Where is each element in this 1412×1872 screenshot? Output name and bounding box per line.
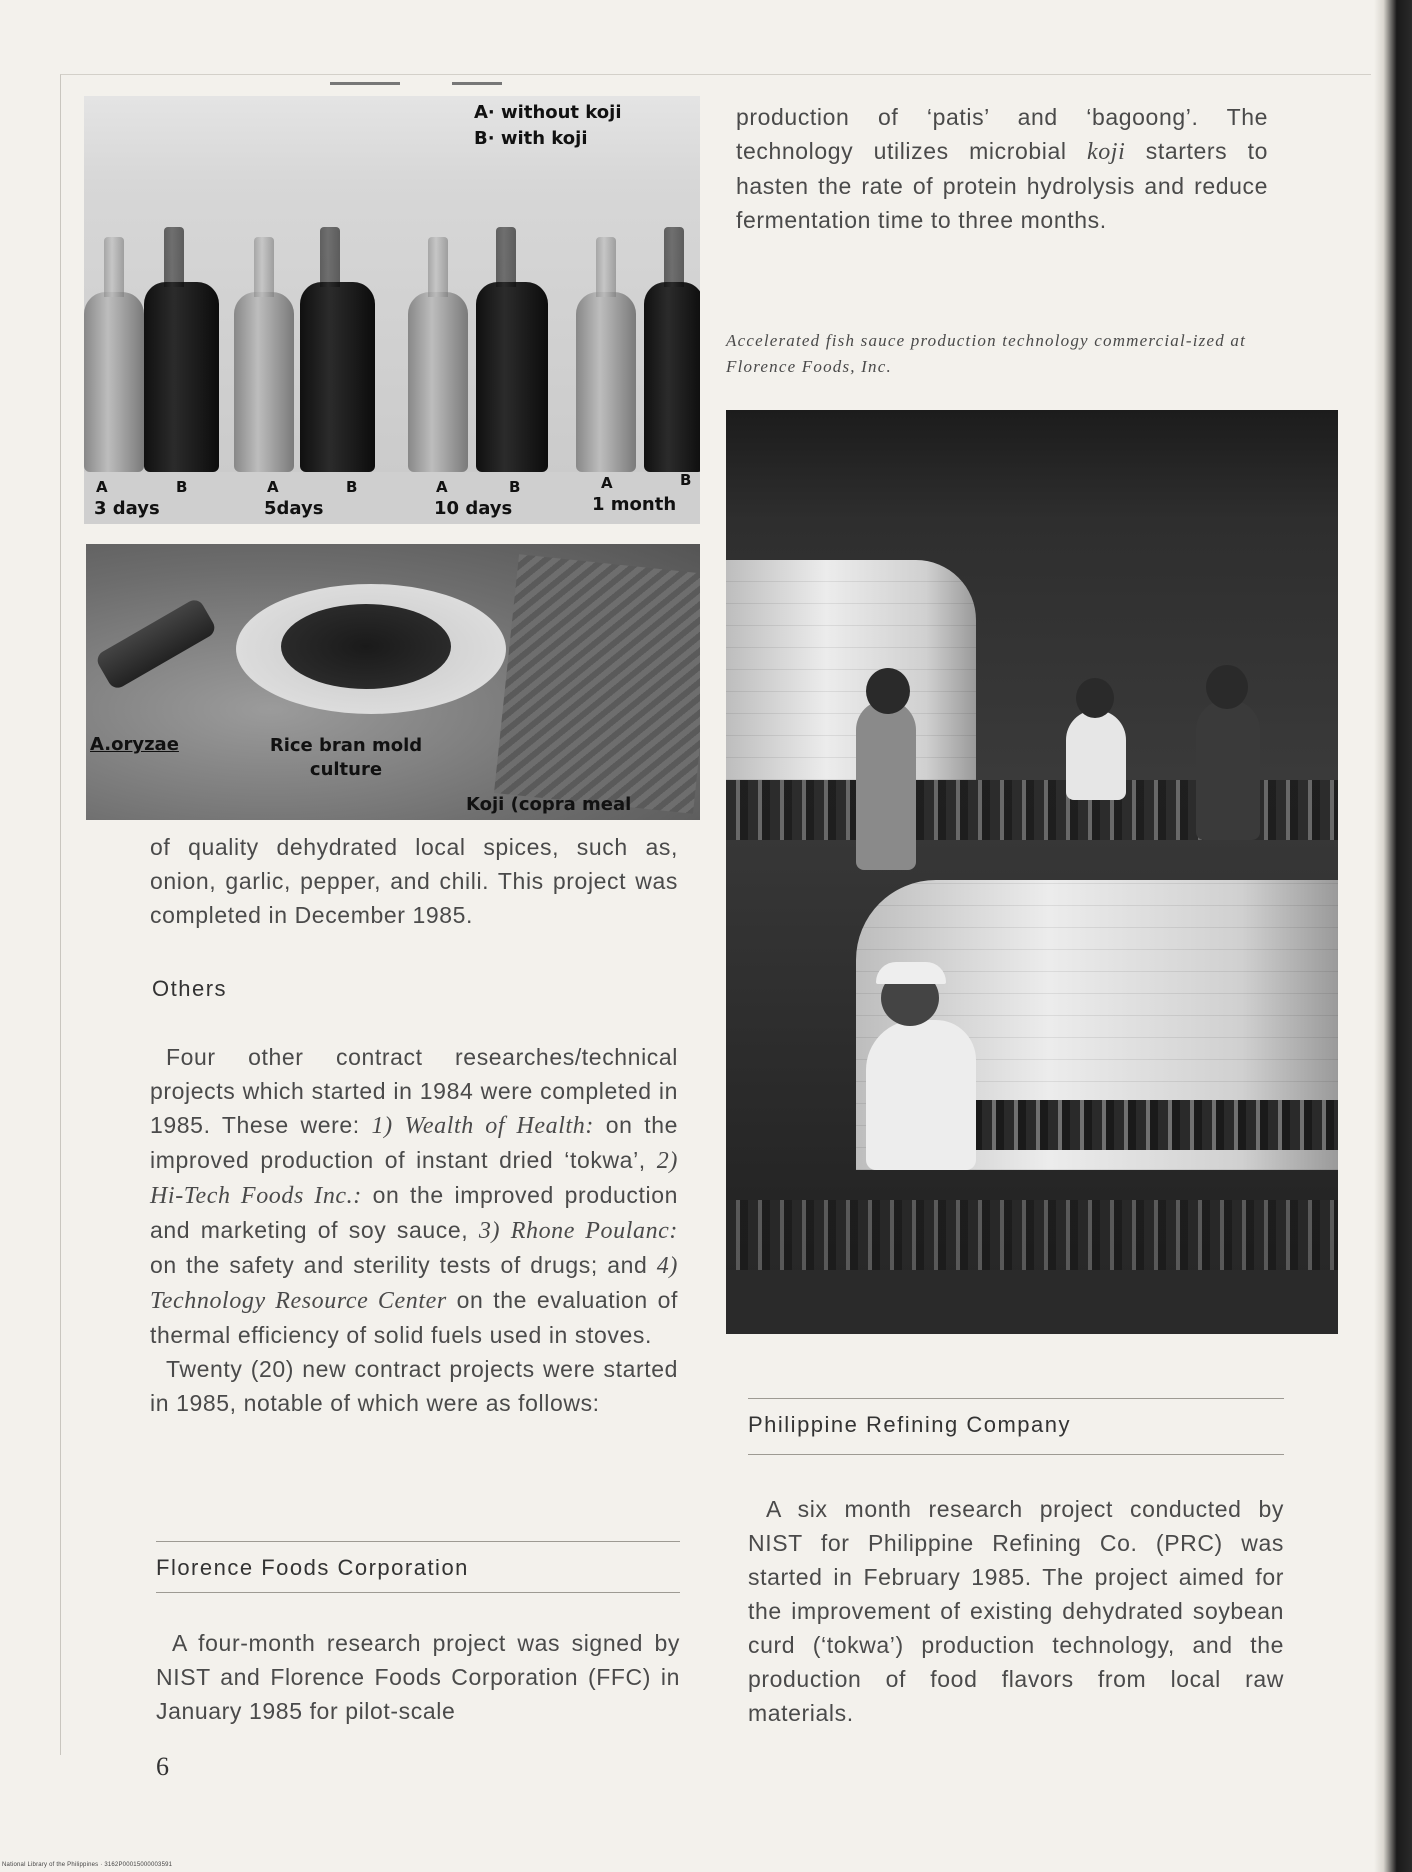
- period-label: 3 days: [94, 498, 160, 519]
- bottle-label: A: [436, 478, 448, 496]
- bottles-photo: [84, 96, 700, 524]
- item1-name: Wealth of Health:: [404, 1113, 594, 1139]
- label-oryzae: A.oryzae: [90, 734, 179, 755]
- item1-text: on the improved production of instant dried ‘tokwa’,: [150, 1112, 679, 1173]
- label-rice-bran: Rice bran mold culture: [269, 735, 423, 780]
- legend-b: B· with koji: [474, 128, 588, 149]
- scan-speck: [452, 82, 502, 85]
- item1-num: 1): [371, 1113, 393, 1139]
- bottle-label: B: [346, 478, 358, 496]
- item3-num: 3): [478, 1218, 501, 1244]
- bottle-label: B: [680, 471, 692, 489]
- koji-photo: [86, 544, 700, 820]
- para-twenty: Twenty (20) new contract projects were started in 1985, notable of which were as follows:: [150, 1356, 678, 1416]
- bottle-label: B: [509, 478, 521, 496]
- bottle-label: A: [267, 478, 279, 496]
- item4-name: Technology Resource Center: [150, 1288, 447, 1314]
- heading-florence: Florence Foods Corporation: [156, 1555, 469, 1580]
- item4-num: 4): [656, 1253, 678, 1279]
- heading-prc: Philippine Refining Company: [748, 1412, 1071, 1437]
- legend-a: A· without koji: [474, 102, 622, 123]
- scan-speck: [330, 82, 400, 85]
- heading-others: Others: [152, 976, 228, 1001]
- period-label: 5days: [264, 498, 324, 519]
- item4-text: on the evaluation of thermal efficiency of solid fuels used in stoves.: [150, 1287, 678, 1348]
- item2-num: 2): [656, 1148, 678, 1174]
- bottle-label: A: [96, 478, 108, 496]
- rule: [156, 1541, 680, 1542]
- para-patis-part2: starters to hasten the rate of protein hydrolysis and reduce fermentation time to three months.: [736, 138, 1268, 233]
- para-patis-part1: production of ‘patis’ and ‘bagoong’. The technology utilizes microbial: [736, 104, 1268, 164]
- item3-text: on the safety and sterility tests of drugs; and: [150, 1252, 648, 1278]
- rule: [748, 1454, 1284, 1455]
- rule: [748, 1398, 1284, 1399]
- item2-name: Hi-Tech Foods Inc.:: [150, 1183, 362, 1209]
- scan-edge: [1374, 0, 1412, 1872]
- item2-text: on the improved production and marketing of soy sauce,: [150, 1182, 678, 1243]
- bottle-label: A: [601, 474, 613, 492]
- para-patis: [736, 100, 1268, 237]
- para-others-intro: Four other contract researches/technical projects which started in 1984 were completed in 1985. These were:: [150, 1044, 678, 1138]
- item3-name: Rhone Poulanc:: [510, 1218, 679, 1244]
- para-patis-koji: koji: [1086, 139, 1126, 165]
- para-florence: A four-month research project was signed by NIST and Florence Foods Corporation (FFC) in January 1985 for pilot-scale: [156, 1630, 680, 1724]
- factory-photo: [726, 410, 1338, 1334]
- period-label: 1 month: [592, 494, 677, 515]
- para-prc: A six month research project conducted by NIST for Philippine Refining Co. (PRC) was started in February 1985. The project aimed for the improvement of existing dehydrated soybean curd (‘tokwa’) production technology, and the production of food flavors from local raw materials.: [748, 1496, 1284, 1726]
- para-others: [150, 1040, 678, 1420]
- bottle-label: B: [176, 478, 188, 496]
- para-spices: of quality dehydrated local spices, such as, onion, garlic, pepper, and chili. This project was completed in December 1985.: [150, 834, 678, 928]
- page-number: 6: [156, 1752, 169, 1781]
- rule: [156, 1592, 680, 1593]
- footer-tag: National Library of the Philippines · 3162P00015000003591: [2, 1862, 173, 1868]
- factory-caption: Accelerated fish sauce production technology commercial-ized at Florence Foods, Inc.: [726, 331, 1246, 376]
- period-label: 10 days: [434, 498, 513, 519]
- label-koji: Koji (copra meal: [466, 794, 632, 815]
